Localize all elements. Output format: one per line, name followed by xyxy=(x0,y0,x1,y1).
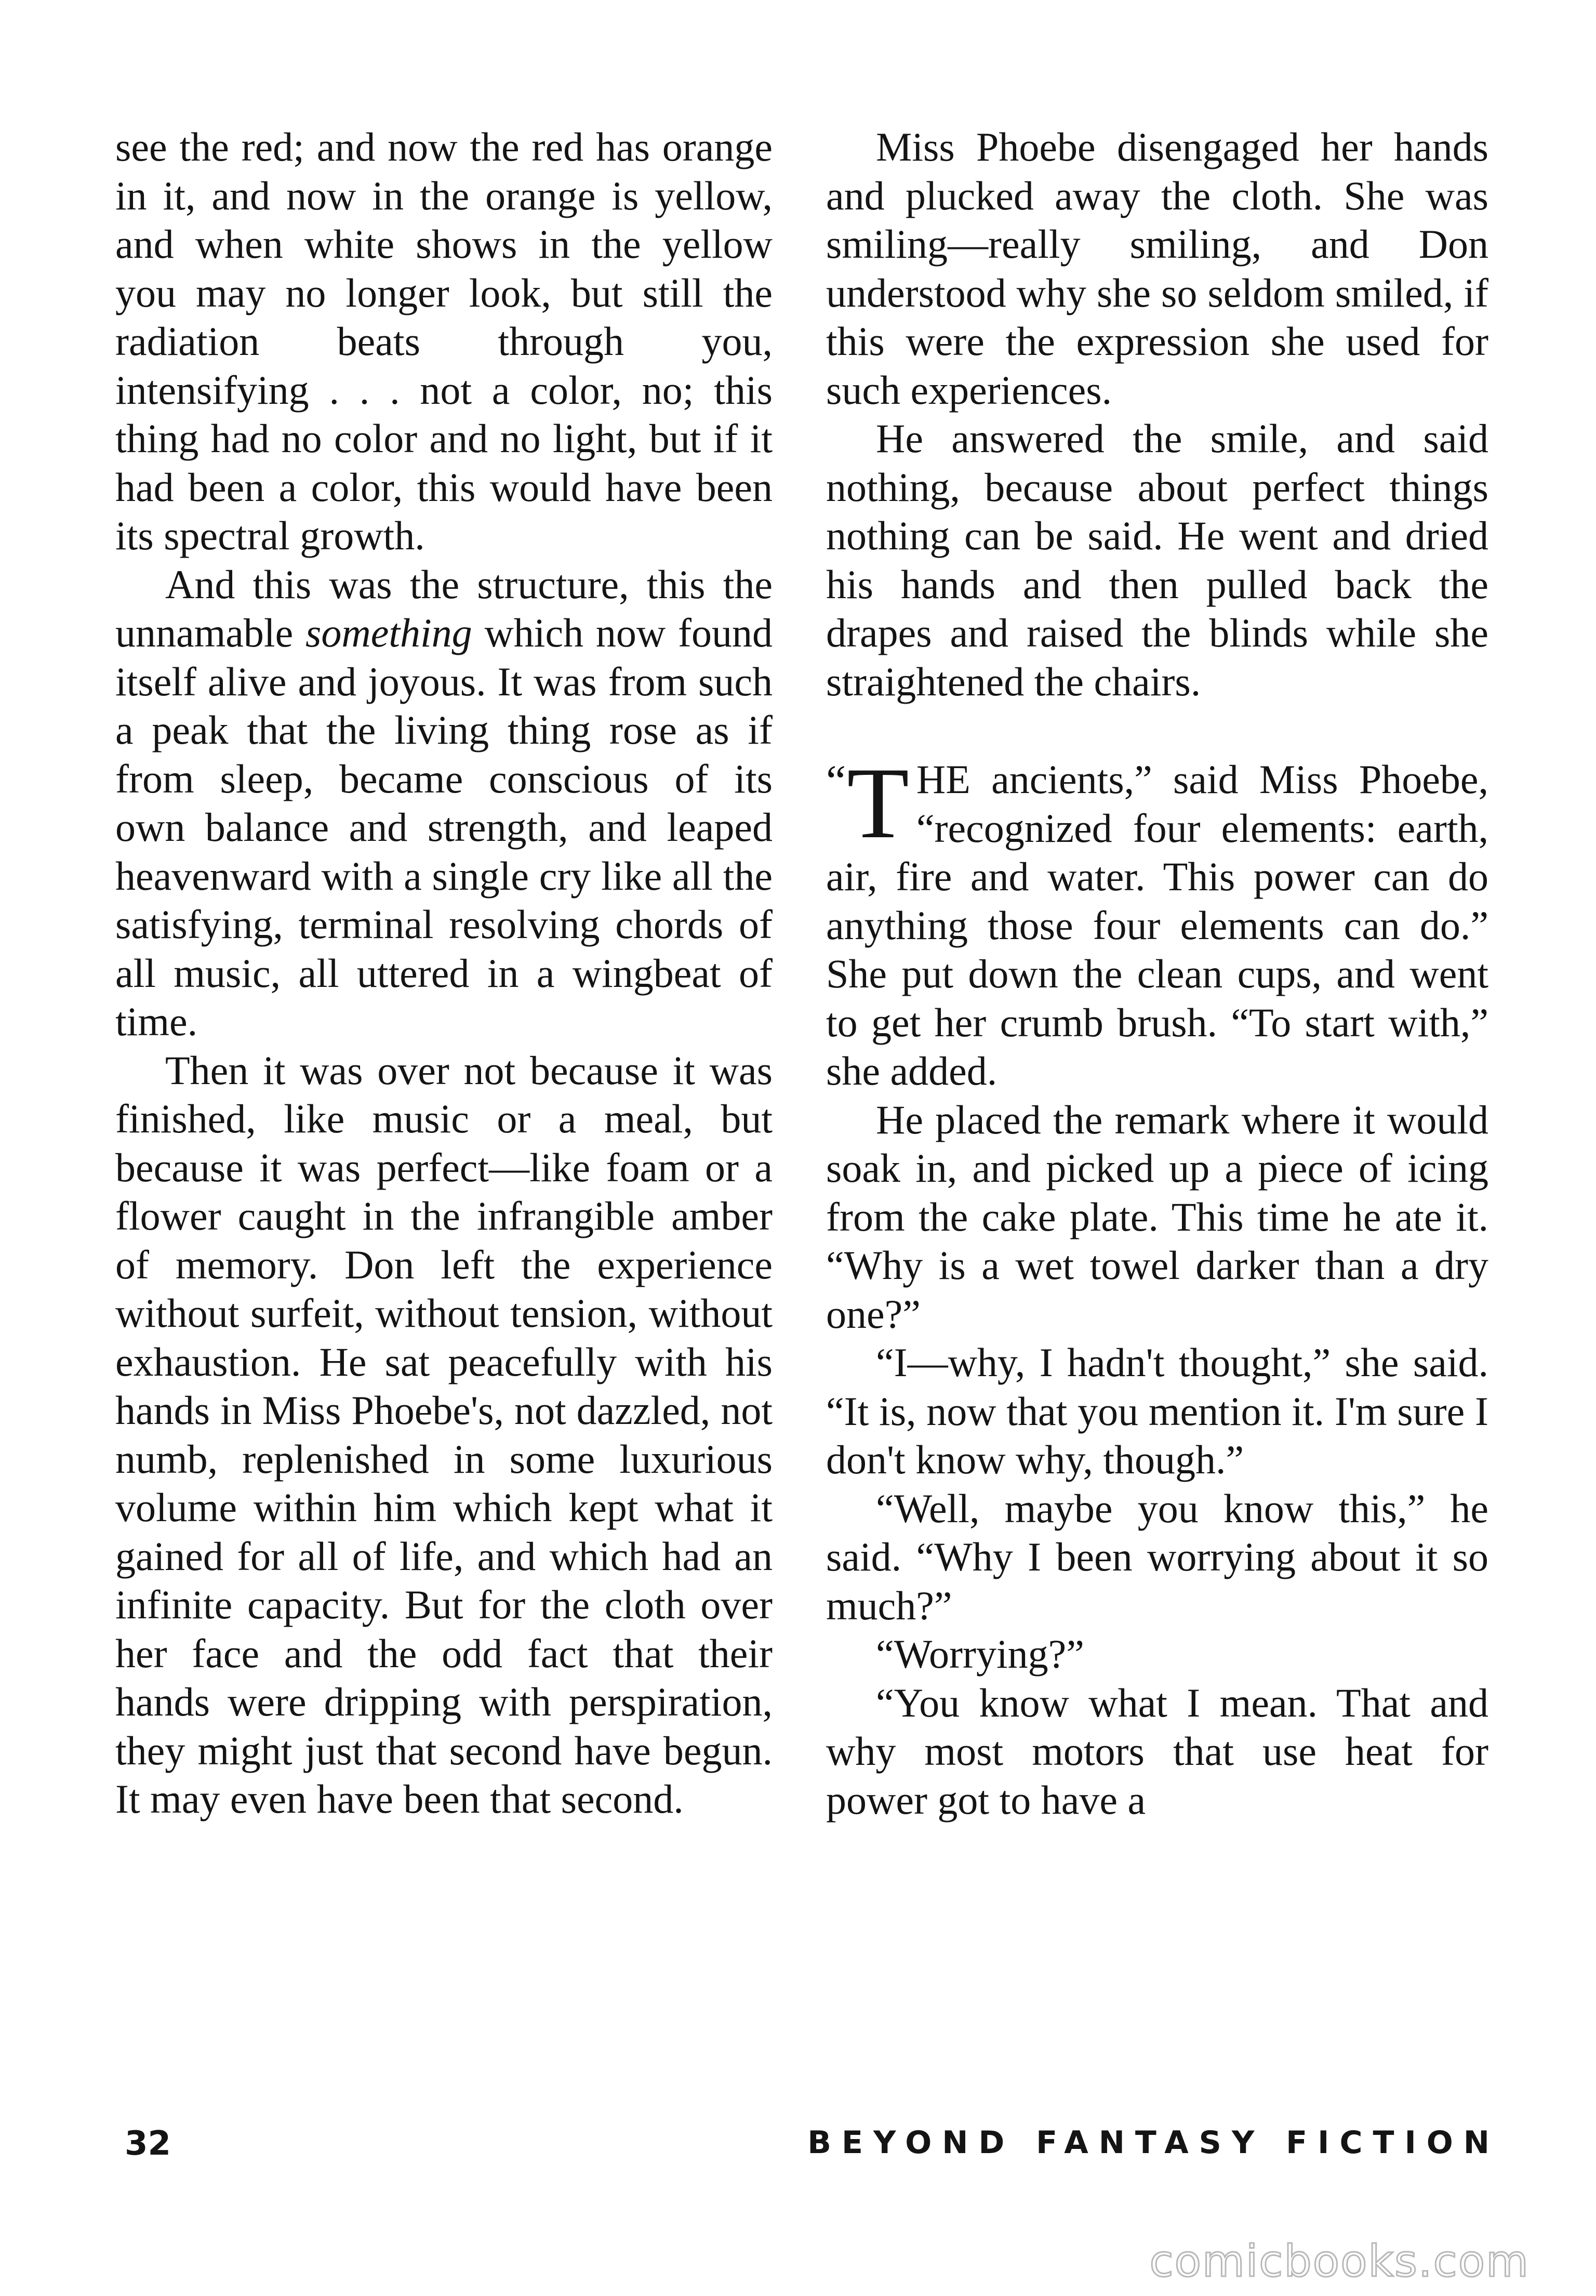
paragraph: see the red; and now the red has orange in it, and now in the orange is yellow, and when white shows in the yellow you may no longer look, but still the radiation beats through you, intensifying . . . not a color, no; this thing had no color and no light, but if it had been a color, this would have been its spectral growth. xyxy=(115,124,773,558)
dropcap-paragraph xyxy=(826,747,1488,1096)
paragraph-text: which now found itself alive and joyous. It was from such a peak that the living thing rose as if from sleep, became conscious of its own balance and strength, and leaped heavenward with a single cry like all the satisfying, terminal resolving chords of all music, all uttered in a wingbeat of time. xyxy=(115,610,773,1044)
paragraph: Miss Phoebe disengaged her hands and plucked away the cloth. She was smiling—really smiling, and Don understood why she so seldom smiled, if this were the expression she used for such experiences. xyxy=(826,124,1488,413)
watermark: comicbooks.com xyxy=(1149,2236,1530,2287)
paragraph: “You know what I mean. That and why most motors that use heat for power got to have a xyxy=(826,1680,1488,1823)
emphasized-word: something xyxy=(305,610,472,655)
paragraph: He placed the remark where it would soak in, and picked up a piece of icing from the cake plate. This time he ate it. “Why is a wet towel darker than a dry one?” xyxy=(826,1097,1488,1337)
page-number: 32 xyxy=(125,2125,171,2163)
paragraph: Then it was over not because it was finished, like music or a meal, but because it was perfect—like foam or a flower caught in the infrangible amber of memory. Don left the experience without surfeit, without tension, without exhaustion. He sat peacefully with his hands in Miss Phoebe's, not dazzled, not numb, replenished in some luxurious volume within him which kept what it gained for all of life, and which had an infinite capacity. But for the cloth over her face and the odd fact that their hands were dripping with perspiration, they might just that second have begun. It may even have been that second. xyxy=(115,1047,773,1822)
paragraph: He answered the smile, and said nothing, because about perfect things nothing can be said. He went and dried his hands and then pulled back the drapes and raised the blinds while she straightened the chairs. xyxy=(826,416,1488,704)
paragraph-text: And this was the structure, this the unnamable xyxy=(115,561,773,655)
running-title: BEYOND FANTASY FICTION xyxy=(807,2125,1500,2161)
paragraph: “Well, maybe you know this,” he said. “Why I been worrying about it so much?” xyxy=(826,1485,1488,1628)
paragraph: “Worrying?” xyxy=(876,1631,1084,1677)
right-text-column xyxy=(826,123,1488,1824)
section-break xyxy=(826,706,1488,755)
paragraph xyxy=(115,560,773,1046)
paragraph: “I—why, I hadn't thought,” she said. “It is, now that you mention it. I'm sure I don't know why, though.” xyxy=(826,1340,1488,1482)
drop-cap-letter: T xyxy=(847,747,909,860)
left-text-column xyxy=(115,123,773,1824)
paragraph-text: HE ancients,” said Miss Phoebe, “recognized four elements: earth, air, fire and water. This power can do anything those four elements can do.” She put down the clean cups, and went to get her crumb brush. “To start with,” she added. xyxy=(826,757,1488,1093)
opening-quote-mark: “ xyxy=(826,756,846,806)
page-footer xyxy=(115,2125,1500,2171)
